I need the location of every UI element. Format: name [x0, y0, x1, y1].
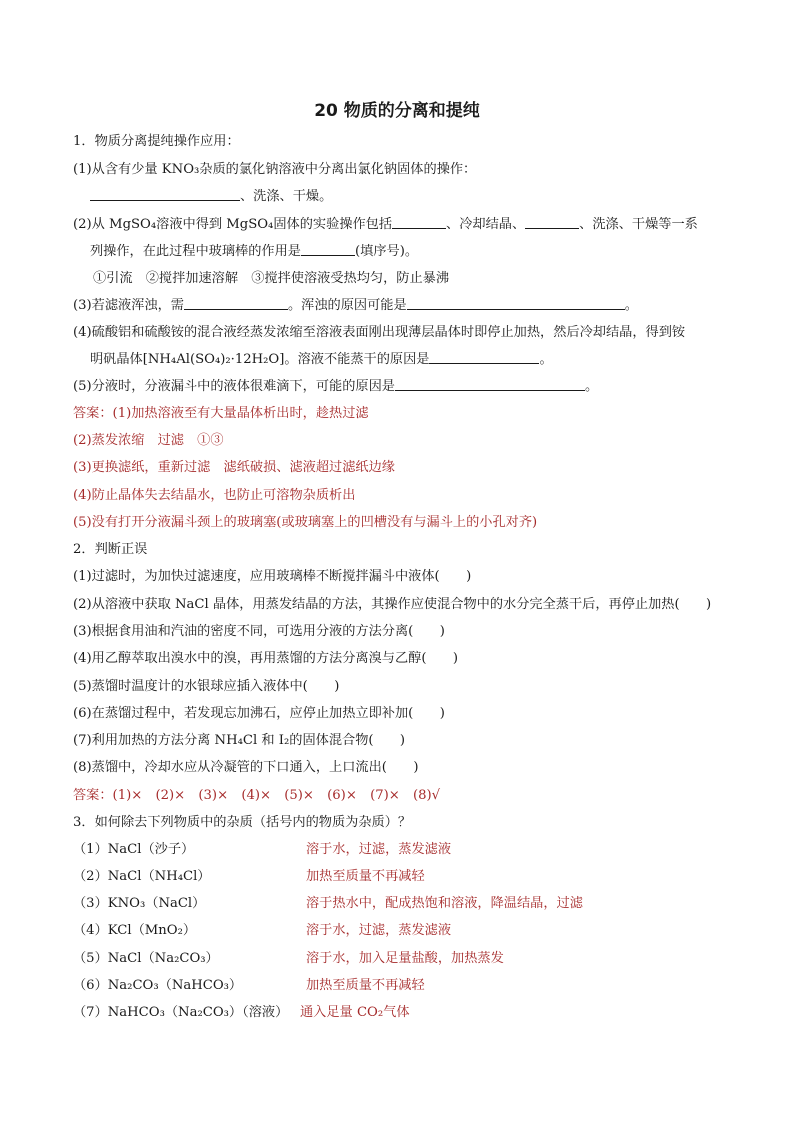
impurity-answer: 加热至质量不再减轻 [306, 869, 425, 884]
section-2-heading: 2．判断正误 [73, 542, 148, 557]
question-1-5: (5)分液时，分液漏斗中的液体很难滴下，可能的原因是 。 [73, 379, 599, 394]
judge-item: (1)过滤时，为加快过滤速度，应用玻璃棒不断搅拌漏斗中液体( ) [73, 569, 472, 584]
impurity-answer: 溶于水，过滤，蒸发滤液 [306, 923, 452, 938]
impurity-question: （1）NaCl（沙子） [73, 842, 195, 857]
answer-blank [90, 188, 240, 201]
impurity-question: （3）KNO₃（NaCl） [73, 896, 206, 911]
answer-blank [407, 297, 625, 310]
impurity-answer: 溶于水，加入足量盐酸，加热蒸发 [306, 951, 504, 966]
section-1-answer-4: (4)防止晶体失去结晶水，也防止可溶物杂质析出 [73, 488, 356, 503]
answer-blank [525, 216, 579, 229]
impurity-answer: 加热至质量不再减轻 [306, 978, 425, 993]
judge-item: (7)利用加热的方法分离 NH₄Cl 和 I₂的固体混合物( ) [73, 733, 406, 748]
section-1-heading: 1．物质分离提纯操作应用： [73, 134, 240, 149]
answer-blank [392, 216, 446, 229]
impurity-answer: 通入足量 CO₂气体 [300, 1005, 410, 1020]
impurity-question: （7）NaHCO₃（Na₂CO₃）（溶液） [73, 1005, 289, 1020]
impurity-answer: 溶于热水中，配成热饱和溶液，降温结晶，过滤 [306, 896, 583, 911]
section-1-answer-1: 答案：(1)加热溶液至有大量晶体析出时，趁热过滤 [73, 406, 369, 421]
page-title: 20 物质的分离和提纯 [314, 101, 480, 121]
section-2-answer: 答案：(1)× (2)× (3)× (4)× (5)× (6)× (7)× (8)√ [73, 788, 441, 803]
question-1-1: (1)从含有少量 KNO₃杂质的氯化钠溶液中分离出氯化钠固体的操作： [73, 162, 477, 177]
question-1-2: (2)从 MgSO₄溶液中得到 MgSO₄固体的实验操作包括 、冷却结晶、 、洗涤、干燥等一系 [73, 217, 698, 232]
question-1-4-cont: 明矾晶体[NH₄Al(SO₄)₂·12H₂O]。溶液不能蒸干的原因是 。 [90, 352, 553, 367]
answer-blank [395, 378, 585, 391]
impurity-question: （6）Na₂CO₃（NaHCO₃） [73, 978, 243, 993]
impurity-question: （4）KCl（MnO₂） [73, 923, 197, 938]
section-1-answer-2: (2)蒸发浓缩 过滤 ①③ [73, 433, 224, 448]
judge-item: (4)用乙醇萃取出溴水中的溴，再用蒸馏的方法分离溴与乙醇( ) [73, 651, 459, 666]
question-1-3: (3)若滤液浑浊，需 。浑浊的原因可能是 。 [73, 298, 638, 313]
question-1-2-options: ①引流 ②搅拌加速溶解 ③搅拌使溶液受热均匀，防止暴沸 [93, 271, 450, 286]
answer-blank [301, 243, 355, 256]
impurity-question: （5）NaCl（Na₂CO₃） [73, 951, 219, 966]
judge-item: (2)从溶液中获取 NaCl 晶体，用蒸发结晶的方法，其操作应使混合物中的水分完全蒸干后，再停止加热( ) [73, 597, 712, 612]
judge-item: (6)在蒸馏过程中，若发现忘加沸石，应停止加热立即补加( ) [73, 706, 445, 721]
judge-item: (3)根据食用油和汽油的密度不同，可选用分液的方法分离( ) [73, 624, 445, 639]
question-1-1-cont: 、洗涤、干燥。 [90, 188, 332, 206]
section-3-heading: 3．如何除去下列物质中的杂质（括号内的物质为杂质）？ [73, 815, 412, 830]
section-1-answer-5: (5)没有打开分液漏斗颈上的玻璃塞(或玻璃塞上的凹槽没有与漏斗上的小孔对齐) [73, 515, 538, 530]
answer-blank [429, 351, 539, 364]
answer-blank [184, 297, 288, 310]
judge-item: (5)蒸馏时温度计的水银球应插入液体中( ) [73, 679, 340, 694]
question-1-2-cont: 列操作，在此过程中玻璃棒的作用是 (填序号)。 [90, 244, 419, 259]
section-1-answer-3: (3)更换滤纸，重新过滤 滤纸破损、滤液超过滤纸边缘 [73, 460, 395, 475]
question-1-4: (4)硫酸铝和硫酸铵的混合液经蒸发浓缩至溶液表面刚出现薄层晶体时即停止加热，然后冷却结晶，得到铵 [73, 325, 686, 340]
judge-item: (8)蒸馏中，冷却水应从冷凝管的下口通入，上口流出( ) [73, 760, 419, 775]
impurity-answer: 溶于水，过滤，蒸发滤液 [306, 842, 452, 857]
impurity-question: （2）NaCl（NH₄Cl） [73, 869, 211, 884]
